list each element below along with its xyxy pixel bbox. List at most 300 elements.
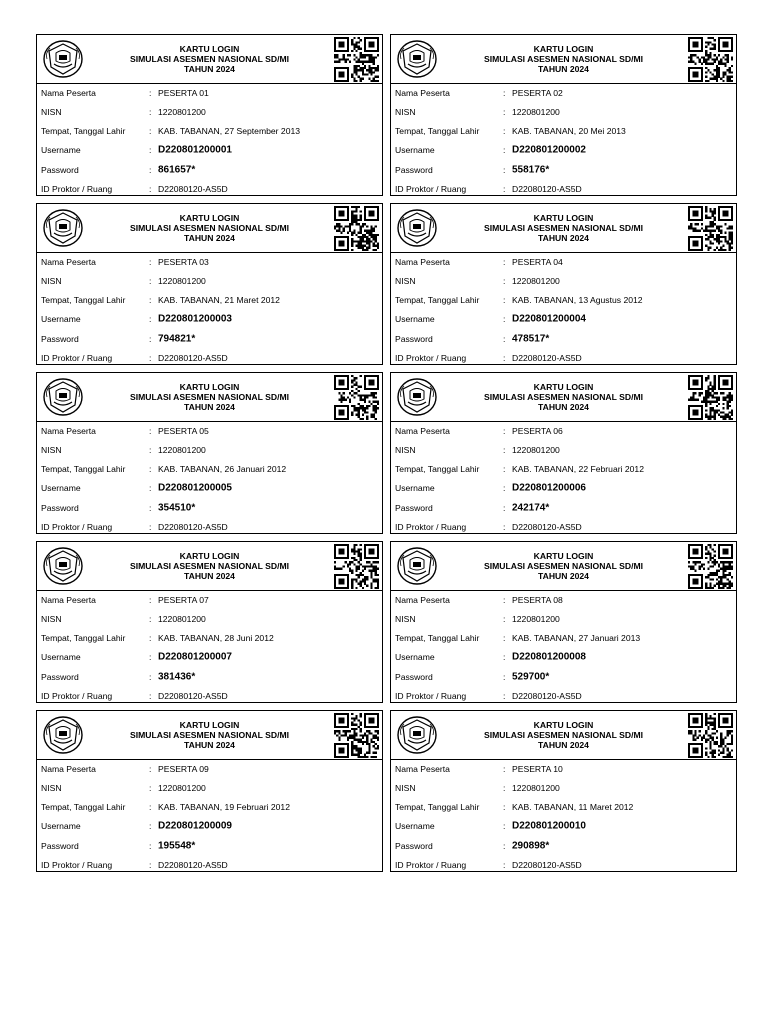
field-row-username bbox=[41, 816, 378, 836]
field-colon: : bbox=[503, 145, 506, 155]
field-colon: : bbox=[149, 594, 152, 605]
field-colon: : bbox=[503, 763, 506, 774]
field-label-ttl: Tempat, Tanggal Lahir bbox=[41, 463, 126, 474]
field-value-password: 558176* bbox=[512, 164, 550, 175]
field-label-nisn: NISN bbox=[41, 782, 62, 793]
field-colon: : bbox=[503, 782, 506, 793]
tut-wuri-handayani-logo-icon bbox=[396, 208, 438, 248]
field-label-nama: Nama Peserta bbox=[395, 87, 450, 98]
card-title-line3: TAHUN 2024 bbox=[184, 402, 235, 413]
field-label-username: Username bbox=[41, 483, 81, 493]
field-value-username: D220801200006 bbox=[512, 482, 586, 494]
field-value-username: D220801200001 bbox=[158, 144, 232, 156]
qr-code-icon bbox=[334, 206, 379, 251]
field-value-nisn: 1220801200 bbox=[158, 613, 206, 624]
field-value-nama: PESERTA 05 bbox=[158, 425, 209, 436]
field-row-proktor bbox=[395, 855, 732, 874]
field-label-nama: Nama Peserta bbox=[41, 763, 96, 774]
field-value-password: 381436* bbox=[158, 671, 196, 682]
field-label-ttl: Tempat, Tanggal Lahir bbox=[41, 125, 126, 136]
field-row-ttl bbox=[41, 290, 378, 309]
field-label-nama: Nama Peserta bbox=[41, 256, 96, 267]
field-row-proktor bbox=[41, 686, 378, 705]
field-colon: : bbox=[503, 690, 506, 701]
field-colon: : bbox=[149, 521, 152, 532]
field-label-nisn: NISN bbox=[395, 275, 416, 286]
field-row-ttl bbox=[41, 459, 378, 478]
field-colon: : bbox=[503, 125, 506, 136]
field-row-ttl bbox=[395, 121, 732, 140]
field-value-nisn: 1220801200 bbox=[158, 106, 206, 117]
field-colon: : bbox=[503, 483, 506, 493]
qr-code-icon bbox=[334, 375, 379, 420]
card-title-line2: SIMULASI ASESMEN NASIONAL SD/MI bbox=[484, 730, 643, 741]
field-row-nisn bbox=[395, 778, 732, 797]
field-row-proktor bbox=[41, 179, 378, 198]
field-label-proktor: ID Proktor / Ruang bbox=[41, 183, 113, 194]
field-row-proktor bbox=[395, 517, 732, 536]
field-value-nisn: 1220801200 bbox=[512, 106, 560, 117]
field-colon: : bbox=[503, 425, 506, 436]
field-value-ttl: KAB. TABANAN, 13 Agustus 2012 bbox=[512, 294, 643, 305]
field-value-username: D220801200004 bbox=[512, 313, 586, 325]
field-value-nama: PESERTA 10 bbox=[512, 763, 563, 774]
tut-wuri-handayani-logo-icon bbox=[42, 715, 84, 755]
field-label-proktor: ID Proktor / Ruang bbox=[41, 352, 113, 363]
field-row-password bbox=[395, 498, 732, 517]
card-header bbox=[391, 542, 736, 591]
field-colon: : bbox=[149, 671, 152, 682]
field-row-nama bbox=[395, 759, 732, 778]
field-colon: : bbox=[149, 652, 152, 662]
field-row-nisn bbox=[41, 609, 378, 628]
field-colon: : bbox=[503, 352, 506, 363]
field-row-nama bbox=[41, 590, 378, 609]
field-label-ttl: Tempat, Tanggal Lahir bbox=[41, 632, 126, 643]
field-colon: : bbox=[503, 594, 506, 605]
field-value-nama: PESERTA 09 bbox=[158, 763, 209, 774]
field-value-nisn: 1220801200 bbox=[512, 782, 560, 793]
field-row-username bbox=[395, 816, 732, 836]
field-row-nisn bbox=[395, 102, 732, 121]
field-label-password: Password bbox=[395, 333, 433, 344]
field-label-username: Username bbox=[41, 652, 81, 662]
field-row-ttl bbox=[41, 797, 378, 816]
field-label-nama: Nama Peserta bbox=[395, 425, 450, 436]
card-title bbox=[95, 551, 324, 582]
field-label-nama: Nama Peserta bbox=[395, 594, 450, 605]
field-colon: : bbox=[149, 859, 152, 870]
card-title bbox=[95, 44, 324, 75]
card-title-line2: SIMULASI ASESMEN NASIONAL SD/MI bbox=[130, 392, 289, 403]
card-title-line2: SIMULASI ASESMEN NASIONAL SD/MI bbox=[130, 54, 289, 65]
field-row-password bbox=[41, 329, 378, 348]
field-value-password: 354510* bbox=[158, 502, 196, 513]
field-value-proktor: D22080120-AS5D bbox=[512, 690, 582, 701]
login-card bbox=[36, 203, 383, 365]
card-fields bbox=[41, 759, 378, 874]
card-title bbox=[95, 382, 324, 413]
card-title-line1: KARTU LOGIN bbox=[533, 551, 594, 561]
card-title bbox=[95, 213, 324, 244]
card-title-line2: SIMULASI ASESMEN NASIONAL SD/MI bbox=[484, 392, 643, 403]
field-row-username bbox=[395, 140, 732, 160]
field-value-username: D220801200010 bbox=[512, 820, 586, 832]
field-colon: : bbox=[503, 821, 506, 831]
field-value-username: D220801200009 bbox=[158, 820, 232, 832]
field-label-password: Password bbox=[41, 671, 79, 682]
field-label-password: Password bbox=[41, 502, 79, 513]
field-row-nama bbox=[41, 421, 378, 440]
field-label-proktor: ID Proktor / Ruang bbox=[41, 521, 113, 532]
field-value-nisn: 1220801200 bbox=[158, 275, 206, 286]
field-value-username: D220801200002 bbox=[512, 144, 586, 156]
card-header bbox=[37, 373, 382, 422]
card-title bbox=[449, 382, 678, 413]
card-fields bbox=[41, 83, 378, 198]
card-title-line1: KARTU LOGIN bbox=[533, 382, 594, 392]
field-colon: : bbox=[503, 256, 506, 267]
field-value-ttl: KAB. TABANAN, 26 Januari 2012 bbox=[158, 463, 287, 474]
tut-wuri-handayani-logo-icon bbox=[42, 208, 84, 248]
field-row-password bbox=[395, 160, 732, 179]
field-label-username: Username bbox=[395, 145, 435, 155]
field-colon: : bbox=[149, 821, 152, 831]
field-colon: : bbox=[503, 502, 506, 513]
field-label-nisn: NISN bbox=[41, 444, 62, 455]
card-fields bbox=[395, 83, 732, 198]
field-value-proktor: D22080120-AS5D bbox=[158, 690, 228, 701]
field-colon: : bbox=[149, 294, 152, 305]
login-card bbox=[390, 710, 737, 872]
field-row-proktor bbox=[41, 517, 378, 536]
card-title-line1: KARTU LOGIN bbox=[179, 44, 240, 54]
field-colon: : bbox=[503, 632, 506, 643]
card-title-line3: TAHUN 2024 bbox=[538, 233, 589, 244]
tut-wuri-handayani-logo-icon bbox=[396, 39, 438, 79]
field-label-proktor: ID Proktor / Ruang bbox=[41, 690, 113, 701]
field-value-proktor: D22080120-AS5D bbox=[158, 183, 228, 194]
field-colon: : bbox=[503, 671, 506, 682]
field-colon: : bbox=[503, 801, 506, 812]
field-value-nisn: 1220801200 bbox=[512, 613, 560, 624]
field-value-ttl: KAB. TABANAN, 20 Mei 2013 bbox=[512, 125, 626, 136]
card-title-line3: TAHUN 2024 bbox=[184, 740, 235, 751]
card-header bbox=[37, 204, 382, 253]
field-colon: : bbox=[149, 333, 152, 344]
qr-code-icon bbox=[688, 37, 733, 82]
field-value-password: 794821* bbox=[158, 333, 196, 344]
field-colon: : bbox=[149, 425, 152, 436]
qr-code-icon bbox=[688, 375, 733, 420]
field-colon: : bbox=[503, 463, 506, 474]
field-value-proktor: D22080120-AS5D bbox=[158, 521, 228, 532]
field-colon: : bbox=[149, 314, 152, 324]
card-header bbox=[391, 373, 736, 422]
field-row-proktor bbox=[395, 686, 732, 705]
field-row-nisn bbox=[395, 271, 732, 290]
card-title bbox=[449, 213, 678, 244]
card-title-line3: TAHUN 2024 bbox=[538, 571, 589, 582]
field-label-password: Password bbox=[41, 333, 79, 344]
field-label-proktor: ID Proktor / Ruang bbox=[395, 859, 467, 870]
field-label-nisn: NISN bbox=[395, 613, 416, 624]
field-value-proktor: D22080120-AS5D bbox=[512, 859, 582, 870]
field-row-username bbox=[41, 478, 378, 498]
field-row-nama bbox=[395, 590, 732, 609]
card-title-line1: KARTU LOGIN bbox=[533, 720, 594, 730]
field-row-password bbox=[395, 667, 732, 686]
field-row-nama bbox=[395, 421, 732, 440]
field-value-proktor: D22080120-AS5D bbox=[512, 521, 582, 532]
field-label-password: Password bbox=[41, 840, 79, 851]
card-title-line2: SIMULASI ASESMEN NASIONAL SD/MI bbox=[130, 561, 289, 572]
field-colon: : bbox=[149, 613, 152, 624]
field-label-nisn: NISN bbox=[395, 106, 416, 117]
field-value-ttl: KAB. TABANAN, 21 Maret 2012 bbox=[158, 294, 280, 305]
qr-code-icon bbox=[688, 544, 733, 589]
field-label-proktor: ID Proktor / Ruang bbox=[395, 352, 467, 363]
field-colon: : bbox=[149, 183, 152, 194]
field-row-ttl bbox=[395, 459, 732, 478]
field-colon: : bbox=[503, 859, 506, 870]
field-row-password bbox=[41, 498, 378, 517]
field-row-password bbox=[395, 329, 732, 348]
field-colon: : bbox=[503, 294, 506, 305]
field-row-password bbox=[41, 836, 378, 855]
tut-wuri-handayani-logo-icon bbox=[396, 715, 438, 755]
field-label-password: Password bbox=[395, 671, 433, 682]
field-colon: : bbox=[503, 652, 506, 662]
tut-wuri-handayani-logo-icon bbox=[42, 546, 84, 586]
field-colon: : bbox=[149, 145, 152, 155]
field-row-ttl bbox=[41, 121, 378, 140]
qr-code-icon bbox=[334, 544, 379, 589]
field-colon: : bbox=[503, 183, 506, 194]
field-label-username: Username bbox=[41, 145, 81, 155]
field-label-nisn: NISN bbox=[41, 106, 62, 117]
field-row-username bbox=[41, 309, 378, 329]
card-fields bbox=[41, 590, 378, 705]
field-label-ttl: Tempat, Tanggal Lahir bbox=[395, 294, 480, 305]
card-title-line2: SIMULASI ASESMEN NASIONAL SD/MI bbox=[484, 561, 643, 572]
field-colon: : bbox=[149, 352, 152, 363]
field-label-nama: Nama Peserta bbox=[41, 87, 96, 98]
field-value-proktor: D22080120-AS5D bbox=[158, 352, 228, 363]
field-label-username: Username bbox=[41, 821, 81, 831]
field-colon: : bbox=[503, 521, 506, 532]
tut-wuri-handayani-logo-icon bbox=[42, 39, 84, 79]
card-title-line1: KARTU LOGIN bbox=[179, 720, 240, 730]
card-title-line1: KARTU LOGIN bbox=[179, 551, 240, 561]
field-label-nama: Nama Peserta bbox=[395, 256, 450, 267]
field-label-ttl: Tempat, Tanggal Lahir bbox=[395, 801, 480, 812]
field-value-ttl: KAB. TABANAN, 19 Februari 2012 bbox=[158, 801, 290, 812]
field-row-ttl bbox=[395, 290, 732, 309]
field-row-username bbox=[395, 309, 732, 329]
card-title-line3: TAHUN 2024 bbox=[538, 402, 589, 413]
field-row-password bbox=[41, 160, 378, 179]
field-value-nisn: 1220801200 bbox=[512, 444, 560, 455]
field-value-nama: PESERTA 01 bbox=[158, 87, 209, 98]
tut-wuri-handayani-logo-icon bbox=[42, 377, 84, 417]
field-label-nisn: NISN bbox=[41, 275, 62, 286]
login-card bbox=[36, 541, 383, 703]
field-colon: : bbox=[149, 690, 152, 701]
tut-wuri-handayani-logo-icon bbox=[396, 377, 438, 417]
field-row-username bbox=[395, 647, 732, 667]
field-value-proktor: D22080120-AS5D bbox=[158, 859, 228, 870]
card-header bbox=[391, 711, 736, 760]
field-row-proktor bbox=[395, 348, 732, 367]
field-colon: : bbox=[503, 106, 506, 117]
card-title bbox=[95, 720, 324, 751]
field-colon: : bbox=[149, 463, 152, 474]
field-value-ttl: KAB. TABANAN, 28 Juni 2012 bbox=[158, 632, 274, 643]
login-card bbox=[390, 203, 737, 365]
field-label-proktor: ID Proktor / Ruang bbox=[395, 521, 467, 532]
field-label-username: Username bbox=[395, 652, 435, 662]
card-fields bbox=[41, 252, 378, 367]
field-colon: : bbox=[149, 840, 152, 851]
login-card bbox=[36, 34, 383, 196]
field-value-proktor: D22080120-AS5D bbox=[512, 183, 582, 194]
field-row-password bbox=[41, 667, 378, 686]
card-title-line3: TAHUN 2024 bbox=[184, 64, 235, 75]
field-label-nama: Nama Peserta bbox=[41, 425, 96, 436]
field-colon: : bbox=[149, 87, 152, 98]
field-label-password: Password bbox=[395, 840, 433, 851]
field-row-nama bbox=[41, 759, 378, 778]
field-value-nisn: 1220801200 bbox=[158, 444, 206, 455]
qr-code-icon bbox=[334, 37, 379, 82]
field-value-password: 529700* bbox=[512, 671, 550, 682]
card-title bbox=[449, 551, 678, 582]
field-colon: : bbox=[149, 125, 152, 136]
qr-code-icon bbox=[688, 206, 733, 251]
field-colon: : bbox=[149, 164, 152, 175]
field-row-nisn bbox=[41, 440, 378, 459]
field-label-ttl: Tempat, Tanggal Lahir bbox=[41, 294, 126, 305]
field-label-proktor: ID Proktor / Ruang bbox=[41, 859, 113, 870]
card-title-line1: KARTU LOGIN bbox=[179, 213, 240, 223]
field-row-ttl bbox=[41, 628, 378, 647]
login-card bbox=[36, 710, 383, 872]
field-row-proktor bbox=[41, 348, 378, 367]
field-label-username: Username bbox=[395, 821, 435, 831]
card-title-line3: TAHUN 2024 bbox=[184, 233, 235, 244]
field-value-ttl: KAB. TABANAN, 27 September 2013 bbox=[158, 125, 301, 136]
field-colon: : bbox=[149, 801, 152, 812]
field-row-nisn bbox=[395, 609, 732, 628]
login-card bbox=[390, 34, 737, 196]
field-colon: : bbox=[149, 632, 152, 643]
card-title-line3: TAHUN 2024 bbox=[538, 740, 589, 751]
field-row-proktor bbox=[395, 179, 732, 198]
field-colon: : bbox=[149, 275, 152, 286]
field-value-nisn: 1220801200 bbox=[158, 782, 206, 793]
card-fields bbox=[395, 590, 732, 705]
field-colon: : bbox=[503, 87, 506, 98]
field-value-password: 242174* bbox=[512, 502, 550, 513]
field-colon: : bbox=[149, 106, 152, 117]
field-label-password: Password bbox=[41, 164, 79, 175]
card-title bbox=[449, 44, 678, 75]
field-label-nisn: NISN bbox=[395, 444, 416, 455]
field-value-password: 478517* bbox=[512, 333, 550, 344]
field-colon: : bbox=[503, 840, 506, 851]
field-value-password: 290898* bbox=[512, 840, 550, 851]
card-title-line3: TAHUN 2024 bbox=[538, 64, 589, 75]
field-row-proktor bbox=[41, 855, 378, 874]
field-value-nisn: 1220801200 bbox=[512, 275, 560, 286]
card-header bbox=[37, 711, 382, 760]
card-title-line2: SIMULASI ASESMEN NASIONAL SD/MI bbox=[484, 54, 643, 65]
field-value-ttl: KAB. TABANAN, 27 Januari 2013 bbox=[512, 632, 641, 643]
field-row-username bbox=[41, 140, 378, 160]
field-row-nisn bbox=[41, 271, 378, 290]
field-value-proktor: D22080120-AS5D bbox=[512, 352, 582, 363]
card-header bbox=[37, 35, 382, 84]
login-card bbox=[390, 541, 737, 703]
field-colon: : bbox=[503, 444, 506, 455]
field-colon: : bbox=[149, 502, 152, 513]
field-colon: : bbox=[503, 275, 506, 286]
login-card bbox=[390, 372, 737, 534]
card-title-line2: SIMULASI ASESMEN NASIONAL SD/MI bbox=[130, 223, 289, 234]
field-value-username: D220801200003 bbox=[158, 313, 232, 325]
card-title-line2: SIMULASI ASESMEN NASIONAL SD/MI bbox=[130, 730, 289, 741]
field-row-nama bbox=[395, 252, 732, 271]
field-value-password: 861657* bbox=[158, 164, 196, 175]
field-value-ttl: KAB. TABANAN, 22 Februari 2012 bbox=[512, 463, 644, 474]
field-colon: : bbox=[503, 164, 506, 175]
field-label-ttl: Tempat, Tanggal Lahir bbox=[395, 125, 480, 136]
field-row-password bbox=[395, 836, 732, 855]
field-row-username bbox=[41, 647, 378, 667]
field-colon: : bbox=[149, 763, 152, 774]
field-colon: : bbox=[503, 314, 506, 324]
field-label-nisn: NISN bbox=[41, 613, 62, 624]
field-value-ttl: KAB. TABANAN, 11 Maret 2012 bbox=[512, 801, 634, 812]
field-colon: : bbox=[149, 256, 152, 267]
field-row-nama bbox=[395, 83, 732, 102]
card-title-line1: KARTU LOGIN bbox=[179, 382, 240, 392]
field-value-nama: PESERTA 03 bbox=[158, 256, 209, 267]
field-value-nama: PESERTA 08 bbox=[512, 594, 563, 605]
card-title bbox=[449, 720, 678, 751]
field-colon: : bbox=[503, 333, 506, 344]
field-value-username: D220801200005 bbox=[158, 482, 232, 494]
field-row-nama bbox=[41, 252, 378, 271]
field-label-proktor: ID Proktor / Ruang bbox=[395, 183, 467, 194]
card-title-line2: SIMULASI ASESMEN NASIONAL SD/MI bbox=[484, 223, 643, 234]
field-value-nama: PESERTA 02 bbox=[512, 87, 563, 98]
field-row-ttl bbox=[395, 797, 732, 816]
field-row-nisn bbox=[395, 440, 732, 459]
field-label-ttl: Tempat, Tanggal Lahir bbox=[395, 463, 480, 474]
field-label-nisn: NISN bbox=[395, 782, 416, 793]
card-title-line1: KARTU LOGIN bbox=[533, 213, 594, 223]
card-fields bbox=[41, 421, 378, 536]
card-header bbox=[391, 204, 736, 253]
field-value-username: D220801200008 bbox=[512, 651, 586, 663]
field-colon: : bbox=[149, 782, 152, 793]
field-value-username: D220801200007 bbox=[158, 651, 232, 663]
card-fields bbox=[395, 421, 732, 536]
field-row-ttl bbox=[395, 628, 732, 647]
field-value-nama: PESERTA 06 bbox=[512, 425, 563, 436]
